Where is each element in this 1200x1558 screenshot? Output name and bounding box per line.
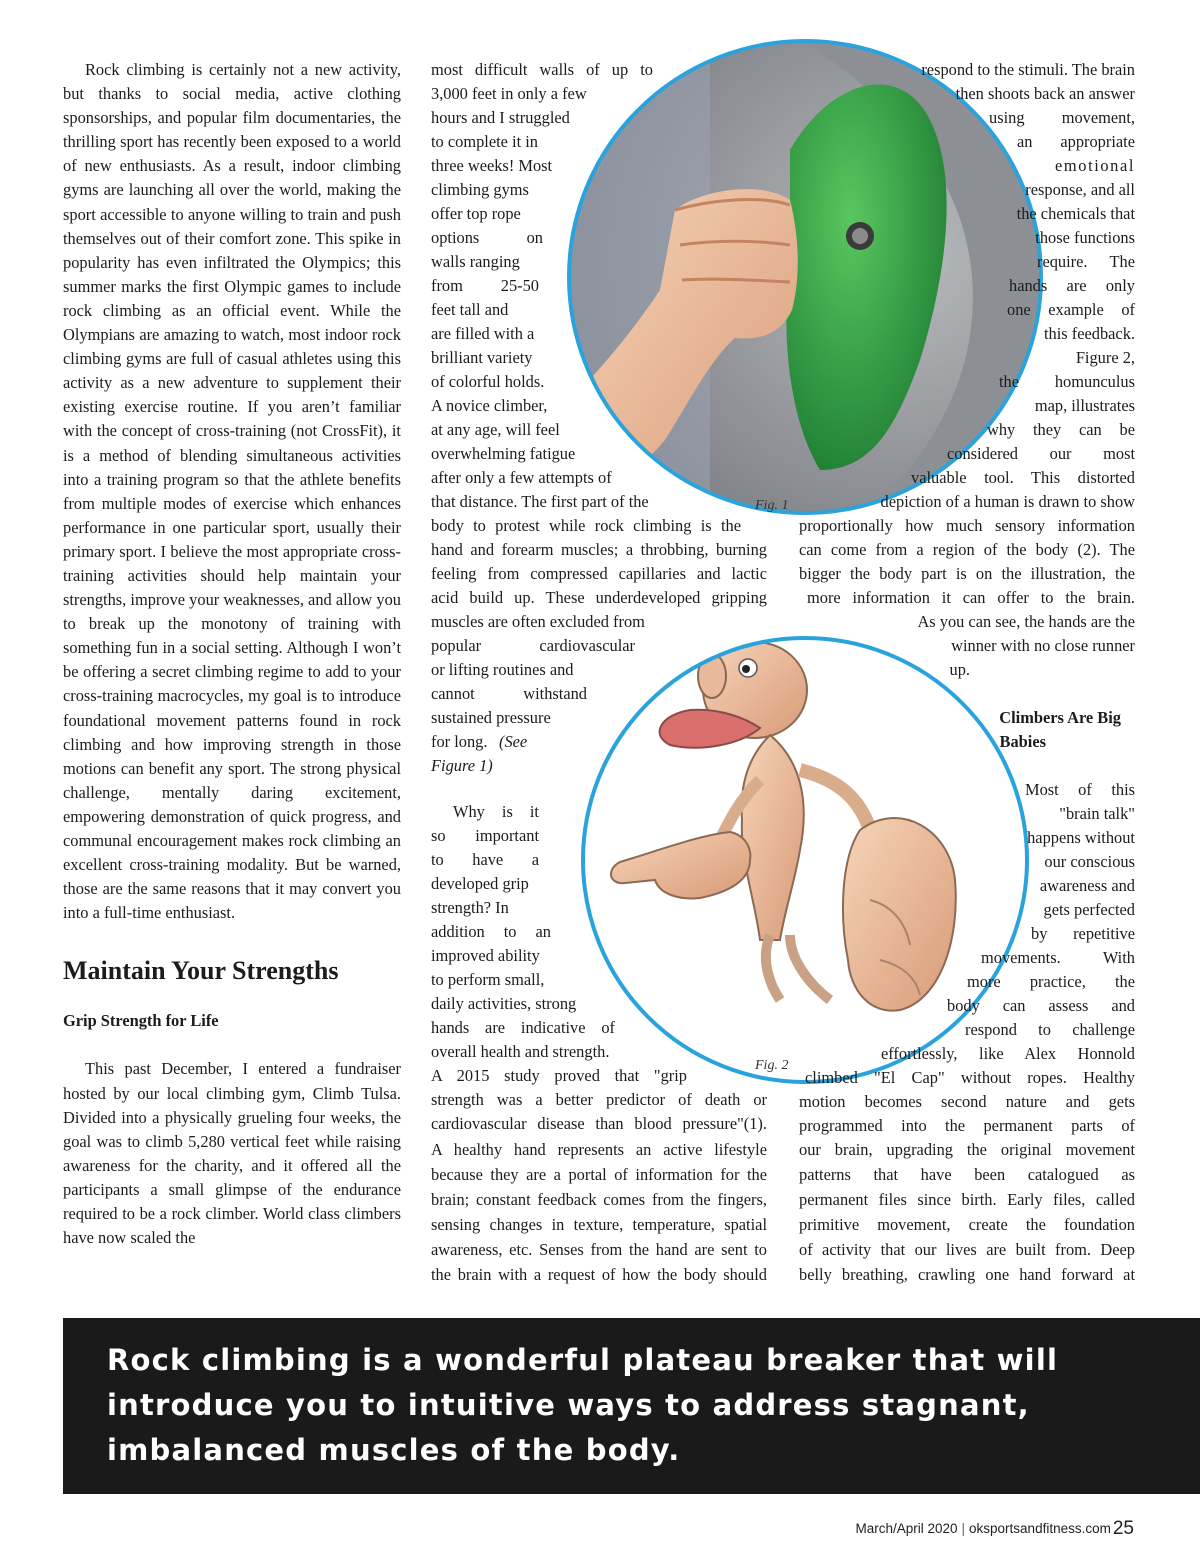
col3-line: respond to challenge (965, 1020, 1135, 1039)
col3-line: body can assess and (947, 996, 1135, 1015)
col3-line: movements. With (981, 948, 1135, 967)
col2-line: Why is it (453, 802, 539, 821)
col3-line: using movement, (989, 108, 1135, 127)
col2-line: addition to an (431, 922, 551, 941)
intro-paragraph: Rock climbing is certainly not a new activity, but thanks to social media, active clothing sponsorships, and popular film documentaries, the thrilling sport has recently been exposed to a world of new enthusiasts. As a result, indoor climbing gyms are launching all over the world, making the sport accessible to anyone willing to train and push themselves out of their comfort zone. This spike in popularity has even infiltrated the Olympics; this summer marks the first Olympic games to include rock climbing as an official event. While the Olympians are amazing to watch, most indoor rock climbing gyms are full of casual athletes using this activity as a new adventure to supplement their existing exercise routine. If you aren’t familiar with the concept of cross-training (not CrossFit), it is a method of blending simultaneous activities into a training program so that the athlete benefits from multiple modes of exercise which enhances performance in one particular sport, usually their primary sport. I believe the most appropriate cross-training activities should help maintain your strengths, improve your weaknesses, and allow you to break up the monotony of training with something fun in a social setting. Although I won’t be offering a secret climbing regime to add to your cross-training macrocycles, my goal is to introduce foundational movement patterns found in rock climbing and how improving strength in those motions can benefit any sport. The strong physical challenge, mentally daring excitement, empowering demonstration of quick progress, and communal encouragement makes rock climbing an excellent cross-training modality. But be warned, those are the same reasons that it may convert you into a full-time enthusiast. (63, 60, 401, 923)
col2-line: feeling from compressed capillaries and lactic (431, 564, 767, 583)
col2-line: brain; constant feedback comes from the fingers, (431, 1190, 767, 1209)
col2-line: hand and forearm muscles; a throbbing, burning (431, 540, 767, 559)
col3-line: permanent files since birth. Early files, called (799, 1190, 1135, 1209)
col2-line: most difficult walls of up to (431, 60, 653, 79)
col3-line: why they can be (987, 420, 1135, 439)
col2-line: daily activities, strong (431, 994, 577, 1013)
page-number: 25 (1112, 1518, 1134, 1539)
col2-line: sustained pressure (431, 708, 551, 727)
col3-line: motion becomes second nature and gets (799, 1092, 1135, 1111)
col2-line: the brain with a request of how the body should (431, 1265, 767, 1284)
col3-line: more information it can offer to the brain. (807, 588, 1135, 607)
col3-line: valuable tool. This distorted (911, 468, 1135, 487)
col2-line: hours and I struggled (431, 108, 570, 127)
col3-line: Most of this (1025, 780, 1135, 799)
col3-line: bigger the body part is on the illustration, the (799, 564, 1135, 583)
col3-line: our brain, upgrading the original movement (799, 1140, 1135, 1159)
col2-line: for long. (431, 732, 488, 751)
col3-line: proportionally how much sensory information (799, 516, 1135, 535)
col3-line: considered our most (947, 444, 1135, 463)
col2-line: of colorful holds. (431, 372, 545, 391)
col3-line: those functions (1035, 228, 1135, 247)
col3-line: one example of (1007, 300, 1135, 319)
col2-line: body to protest while rock climbing is the (431, 516, 741, 535)
col2-line: offer top rope (431, 204, 521, 223)
fundraiser-paragraph: This past December, I entered a fundraiser hosted by our local climbing gym, Climb Tulsa. Divided into a physically grueling four weeks, the goal was to climb 5,280 vertical feet while raising awareness for the charity, and it offered all the participants a small glimpse of the endurance required to be a rock climber. World class climbers have now scaled the (63, 1059, 401, 1248)
col3-line: happens without (1027, 828, 1135, 847)
col2-figure-ref: (See (499, 732, 528, 751)
col2-line: hands are indicative of (431, 1018, 615, 1037)
col3-line: climbed "El Cap" without ropes. Healthy (805, 1068, 1135, 1087)
col3-line: belly breathing, crawling one hand forward at (799, 1265, 1135, 1284)
col2-line: feet tall and (431, 300, 509, 319)
col2-line: three weeks! Most (431, 156, 553, 175)
col2-line: from 25-50 (431, 276, 539, 295)
col2-line: so important (431, 826, 539, 845)
col3-line: an appropriate (1017, 132, 1135, 151)
col2-line: overall health and strength. (431, 1042, 610, 1061)
col3-line: hands are only (1009, 276, 1135, 295)
col2-line: climbing gyms (431, 180, 529, 199)
col2-line: sensing changes in texture, temperature, spatial (431, 1215, 767, 1234)
col3-line: As you can see, the hands are the (917, 612, 1135, 631)
col3-line: primitive movement, create the foundation (799, 1215, 1135, 1234)
website-link[interactable]: oksportsandfitness.com (969, 1521, 1111, 1536)
col2-line: cardiovascular disease than blood pressure"(1). (431, 1114, 767, 1133)
col3-line: respond to the stimuli. The brain (921, 60, 1135, 79)
issue-date: March/April 2020 (855, 1521, 958, 1536)
subsection-heading-2: Climbers Are Big (999, 708, 1121, 727)
col3-line: effortlessly, like Alex Honnold (881, 1044, 1135, 1063)
pull-quote-banner (63, 1318, 1200, 1494)
col2-line: at any age, will feel (431, 420, 560, 439)
col2-line: after only a few attempts of (431, 468, 612, 487)
col2-line: cannot withstand (431, 684, 587, 703)
col2-line: or lifting routines and (431, 660, 574, 679)
col3-line: of activity that our lives are built from. Deep (799, 1240, 1135, 1259)
col3-line: by repetitive (1031, 924, 1135, 943)
col2-line: awareness, etc. Senses from the hand are sent to (431, 1240, 767, 1259)
col2-line: strength was a better predictor of death or (431, 1090, 767, 1109)
col2-figure-ref: Figure 1) (431, 756, 493, 775)
col3-line: our conscious (1044, 852, 1135, 871)
col2-line: because they are a portal of information for the (431, 1165, 767, 1184)
col2-line: muscles are often excluded from (431, 612, 645, 631)
col3-line: Figure 2, (1075, 348, 1135, 367)
page-footer (855, 1518, 1134, 1540)
col3-line: this feedback. (1043, 324, 1135, 343)
col2-line: options on (431, 228, 543, 247)
col2-line: A 2015 study proved that "grip (431, 1066, 687, 1085)
col2-line: walls ranging (431, 252, 520, 271)
col3-line: the chemicals that (1016, 204, 1135, 223)
col2-line: overwhelming fatigue (431, 444, 576, 463)
pull-quote-text: Rock climbing is a wonderful plateau breaker that will introduce you to intuitive ways to address stagnant, imbalanced muscles of the body. (107, 1343, 1059, 1467)
col3-line: more practice, the (967, 972, 1135, 991)
col2-line: to complete it in (431, 132, 538, 151)
figure-1-caption: Fig. 1 (755, 498, 789, 513)
col3-line: programmed into the permanent parts of (799, 1116, 1135, 1135)
col2-line: to have a (431, 850, 539, 869)
col2-line: are filled with a (431, 324, 535, 343)
col3-line: emotional (1055, 156, 1135, 175)
col3-line: patterns that have been catalogued as (799, 1165, 1135, 1184)
col2-line: strength? In (431, 898, 509, 917)
section-heading: Maintain Your Strengths (63, 956, 339, 986)
col3-line: "brain talk" (1059, 804, 1135, 823)
col3-line: can come from a region of the body (2). The (799, 540, 1135, 559)
col3-line: then shoots back an answer (955, 84, 1135, 103)
col2-line: brilliant variety (431, 348, 533, 367)
col2-line: improved ability (431, 946, 540, 965)
col2-line: 3,000 feet in only a few (431, 84, 587, 103)
col2-line: popular cardiovascular (431, 636, 635, 655)
col3-line: require. The (1037, 252, 1135, 271)
col3-line: response, and all (1025, 180, 1135, 199)
col2-line: to perform small, (431, 970, 545, 989)
col2-line: that distance. The first part of the (431, 492, 649, 511)
col3-line: up. (949, 660, 970, 679)
col2-line: A novice climber, (431, 396, 548, 415)
col2-line: developed grip (431, 874, 529, 893)
col3-line: gets perfected (1043, 900, 1135, 919)
col3-line: depiction of a human is drawn to show (880, 492, 1135, 511)
subsection-heading-2b: Babies (999, 732, 1046, 751)
col2-line: acid build up. These underdeveloped gripping (431, 588, 767, 607)
col3-line: the homunculus (999, 372, 1135, 391)
col3-line: awareness and (1039, 876, 1135, 895)
footer-separator: | (961, 1521, 966, 1536)
col3-line: map, illustrates (1034, 396, 1135, 415)
subsection-heading: Grip Strength for Life (63, 1011, 219, 1031)
col2-line: A healthy hand represents an active lifestyle (431, 1140, 767, 1159)
figure-2-caption: Fig. 2 (755, 1058, 789, 1073)
col3-line: winner with no close runner (951, 636, 1135, 655)
